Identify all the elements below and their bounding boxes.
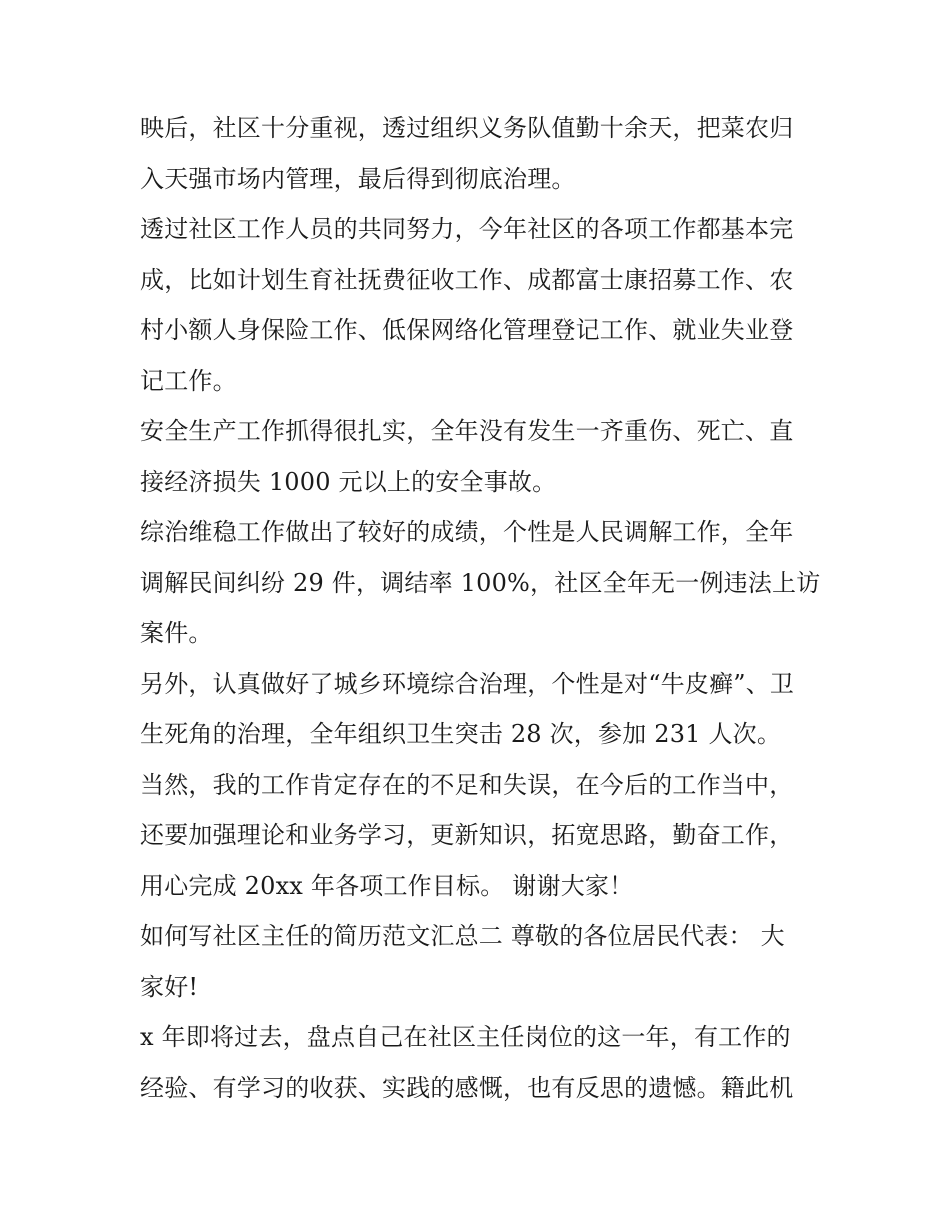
text-line: 映后，社区十分重视，透过组织义务队值勤十余天，把菜农归 (140, 114, 794, 142)
text-line: 调解民间纠纷 29 件，调结率 100%，社区全年无一例违法上访 (140, 568, 821, 597)
text-line: 如何写社区主任的简历范文汇总二 尊敬的各位居民代表： 大 (140, 922, 785, 950)
document-body (140, 103, 820, 1113)
text-line: 当然，我的工作肯定存在的不足和失误，在今后的工作当中， (140, 770, 794, 799)
text-line: 经验、有学习的收获、实践的感慨，也有反思的遗憾。籍此机 (140, 1073, 794, 1102)
text-line: 案件。 (140, 619, 213, 647)
text-line: 另外，认真做好了城乡环境综合治理，个性是对“牛皮癣”、卫 (140, 669, 795, 698)
text-line: 村小额人身保险工作、低保网络化管理登记工作、就业失业登 (140, 316, 794, 344)
text-line: 接经济损失 1000 元以上的安全事故。 (140, 467, 557, 496)
text-line: 用心完成 20xx 年各项工作目标。 谢谢大家！ (140, 871, 634, 900)
text-line: 安全生产工作抓得很扎实，全年没有发生一齐重伤、死亡、直 (140, 417, 794, 445)
text-line: 成，比如计划生育社抚费征收工作、成都富士康招募工作、农 (140, 265, 794, 294)
text-line: 生死角的治理，全年组织卫生突击 28 次，参加 231 人次。 (140, 720, 782, 748)
text-line: 综治维稳工作做出了较好的成绩，个性是人民调解工作，全年 (140, 518, 794, 546)
text-line: 还要加强理论和业务学习，更新知识，拓宽思路，勤奋工作， (140, 821, 794, 849)
text-line: 透过社区工作人员的共同努力，今年社区的各项工作都基本完 (140, 215, 794, 243)
text-line: 入天强市场内管理，最后得到彻底治理。 (140, 164, 576, 193)
text-line: 家好! (140, 972, 199, 1001)
text-line: x 年即将过去，盘点自己在社区主任岗位的这一年，有工作的 (140, 1023, 791, 1051)
text-line: 记工作。 (140, 366, 237, 395)
